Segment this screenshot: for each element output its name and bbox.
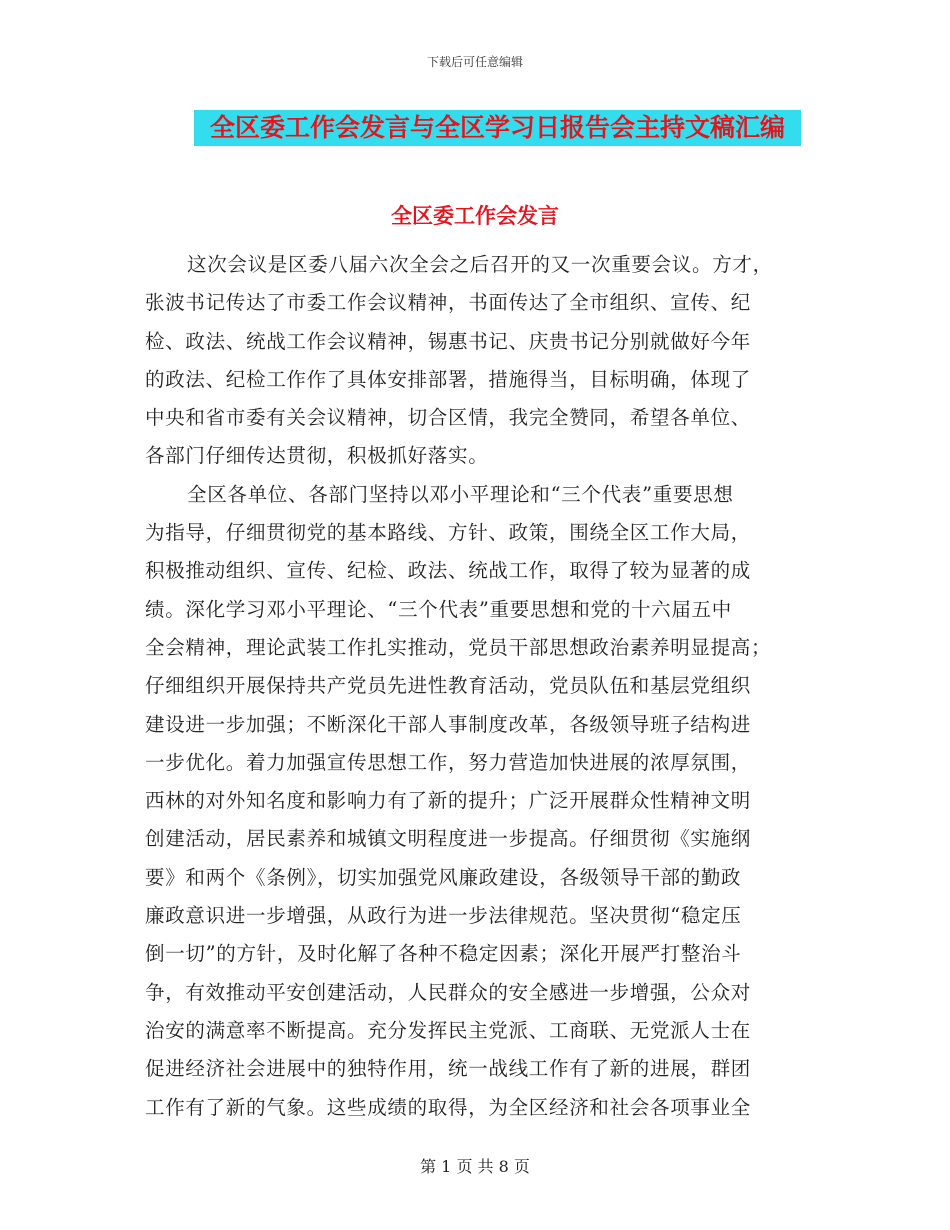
body-text xyxy=(145,246,805,1127)
paragraph-line: 一步优化。着力加强宣传思想工作，努力营造加快进展的浓厚氛围， xyxy=(145,750,752,774)
paragraph-line: 中央和省市委有关会议精神，切合区情，我完全赞同，希望各单位、 xyxy=(145,406,752,430)
paragraph-line: 治安的满意率不断提高。充分发挥民主党派、工商联、无党派人士在 xyxy=(145,1018,752,1042)
paragraph-line: 积极推动组织、宣传、纪检、政法、统战工作，取得了较为显著的成 xyxy=(145,559,752,583)
paragraph-line: 这次会议是区委八届六次全会之后召开的又一次重要会议。方才， xyxy=(187,253,773,276)
paragraph-line: 全会精神，理论武装工作扎实推动，党员干部思想政治素养明显提高； xyxy=(145,635,772,659)
paragraph-line: 建设进一步加强；不断深化干部人事制度改革，各级领导班子结构进 xyxy=(145,712,752,736)
page-number: 第 1 页 共 8 页 xyxy=(420,1157,530,1176)
paragraph-line: 仔细组织开展保持共产党员先进性教育活动，党员队伍和基层党组织 xyxy=(145,674,752,698)
paragraph-line: 绩。深化学习邓小平理论、“三个代表”重要思想和党的十六届五中 xyxy=(145,597,732,621)
paragraph-line: 要》和两个《条例》，切实加强党风廉政建设，各级领导干部的勤政 xyxy=(145,865,742,889)
paragraph-line: 廉政意识进一步增强，从政行为进一步法律规范。坚决贯彻“稳定压 xyxy=(145,904,742,928)
paragraph-line: 工作有了新的气象。这些成绩的取得，为全区经济和社会各项事业全 xyxy=(145,1095,752,1119)
paragraph-line: 为指导，仔细贯彻党的基本路线、方针、政策，围绕全区工作大局， xyxy=(145,521,752,545)
paragraph-line: 各部门仔细传达贯彻，积极抓好落实。 xyxy=(145,444,489,468)
paragraph-line: 倒一切”的方针，及时化解了各种不稳定因素；深化开展严打整治斗 xyxy=(145,942,742,966)
paragraph-line: 全区各单位、各部门坚持以邓小平理论和“三个代表”重要思想 xyxy=(187,482,734,506)
paragraph-line: 西林的对外知名度和影响力有了新的提升；广泛开展群众性精神文明 xyxy=(145,789,752,813)
paragraph-line: 争，有效推动平安创建活动，人民群众的安全感进一步增强，公众对 xyxy=(145,980,752,1004)
header-note: 下载后可任意编辑 xyxy=(426,55,523,69)
main-title-highlight xyxy=(194,110,801,146)
paragraph-line: 的政法、纪检工作作了具体安排部署，措施得当，目标明确，体现了 xyxy=(145,367,752,391)
document-title: 全区委工作会发言与全区学习日报告会主持文稿汇编 xyxy=(209,113,785,142)
paragraph-line: 创建活动，居民素养和城镇文明程度进一步提高。仔细贯彻《实施纲 xyxy=(145,827,752,851)
paragraph-line: 促进经济社会进展中的独特作用，统一战线工作有了新的进展，群团 xyxy=(145,1057,752,1081)
paragraph-line: 张波书记传达了市委工作会议精神，书面传达了全市组织、宣传、纪 xyxy=(145,291,752,315)
section-title: 全区委工作会发言 xyxy=(391,204,559,228)
paragraph-line: 检、政法、统战工作会议精神，锡惠书记、庆贵书记分别就做好今年 xyxy=(145,329,752,353)
